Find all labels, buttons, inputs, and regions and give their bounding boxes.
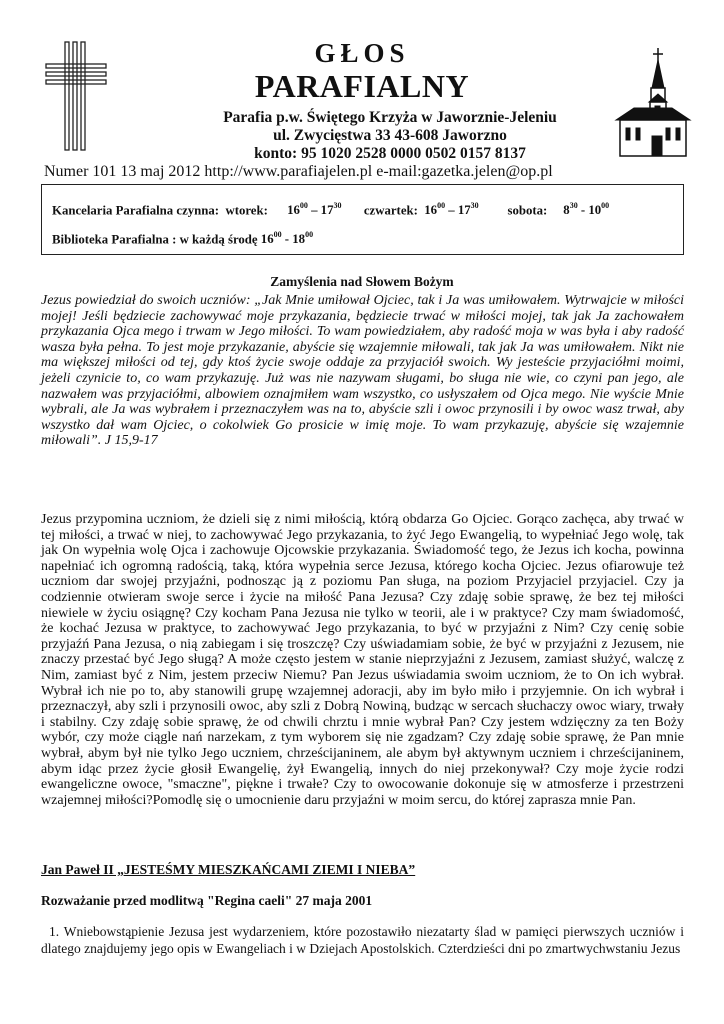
bank-account: konto: 95 1020 2528 0000 0502 0157 8137 (254, 145, 526, 162)
office-label: Kancelaria Parafialna czynna: (52, 203, 220, 218)
tuesday-label: wtorek: (225, 203, 268, 218)
library-hours: $16^{00} - 18^{00}$ (260, 230, 314, 247)
reflection-title: Zamyślenia nad Słowem Bożym (270, 274, 454, 289)
thursday-hours: $16^{00} - 17^{30}$ (424, 201, 479, 218)
reflection-body: Jezus przypomina uczniom, że dzieli się z nimi miłością, którą obdarza Go Ojciec. Gorąco zachęca, aby trwać w tej miłości, a trwać w niej, to zachowywać Jego przykazania, to żyć Jego Ewangelią, to wypełniać Jego wolę, tak jak On wypełnia wolę Ojca i zachowuje Ojcowskie przykazania. Świadomość tego, że Jezus ich kocha, powinna napełniać ich ogromną radością, taką, która wypełnia serce Jezusa, którego kocha Ojciec. Jezus ofiarowuje też uczniom dar swojej przyjaźni, podnosząc ją z poziomu Pan sługa, na poziom Przyjaciel przyjaciel. Czy ja codziennie otwieram swoje serce i życie na miłość Pana Jezusa? Czy zdaję sobie sprawę, że bez tej miłości niewiele w życiu osiągnę? Czy kocham Pana Jezusa nie tylko w teorii, ale i w praktyce? Czy mam świadomość, że kochać Jezusa w praktyce, to zachowywać Jego przykazania, to być w przyjaźni z Nim? Czy cenię sobie przyjaźń Pana Jezusa, o nią zabiegam i się troszczę? Czy uświadamiam sobie, że być w przyjaźni z Jezusem, nie znaczy przestać być Jego sługą? A może często jestem w stanie nieprzyjaźni z Jezusem, zamiast służyć, walczę z Nim, zamiast być z Nim, jestem przeciw Niemu? Pan Jezus uświadamia swoim uczniom, że to On ich wybrał. Wybrał ich nie po to, aby stanowili grupę wzajemnej adoracji, aby im było miło i przyjemnie. On ich wybrał i przeznaczył, aby szli i przynosili owoc, aby szli z Dobrą Nowiną, budząc w sercach słuchaczy owoc wiary, trwały i stabilny. Czy zdaję sobie sprawę, że od chwili chrztu i mnie wybrał Pan? Czy jestem wdzięczny za ten Boży wybór, czy może ciągle nań narzekam, z tym wyborem się nie zgadzam? Czy zdaję sobie sprawę, że Pan mnie wybrał, abym był nie tylko Jego uczniem, chrześcijaninem, ale abym był aktywnym uczniem i chrześcijaninem, abym idąc przez życie głosił Ewangelię, żył Ewangelią, innych do niej przekonywał? Czy moje życie rodzi ewangeliczne owoce, "smaczne", piękne i trwałe? Czy to owocowanie dokonuje się w atmosferze i przestrzeni wzajemnej miłości?Pomodlę się o umocnienie daru przyjaźni w moim sercu, do której zaprasza mnie Pan. (41, 512, 684, 808)
library-hours-row (52, 231, 313, 247)
tuesday-hours: $16^{00} - 17^{30}$ (287, 201, 342, 218)
parish-address: ul. Zwycięstwa 33 43-608 Jaworzno (273, 127, 507, 144)
office-hours-box (41, 184, 684, 255)
title-line-2: PARAFIALNY (254, 68, 470, 104)
issue-line: Numer 101 13 maj 2012 http://www.parafiajelen.pl e-mail:gazetka.jelen@op.pl (44, 163, 553, 180)
title-line-1: GŁOS (314, 38, 410, 68)
thursday-label: czwartek: (363, 203, 418, 218)
article-subheading: Rozważanie przed modlitwą "Regina caeli" 27 maja 2001 (41, 893, 373, 908)
gospel-quote: Jezus powiedział do swoich uczniów: „Jak Mnie umiłował Ojciec, tak i Ja was umiłowałem. Wytrwajcie w miłości mojej! Jeśli będziecie zachowywać moje przykazania, będziecie trwać w miłości mojej, tak jak Ja zachowałem przykazania Ojca mego i trwam w Jego miłości. To wam powiedziałem, aby radość moja w was była i aby radość wasza była pełna. To jest moje przykazanie, abyście się wzajemnie miłowali, tak jak Ja was umiłowałem. Nikt nie ma większej miłości od tej, gdy ktoś życie swoje oddaje za przyjaciół swoich. Wy jesteście przyjaciółmi moimi, jeżeli czynicie to, co wam przykazuję. Już was nie nazywam sługami, bo sługa nie wie, co czyni pan jego, ale nazwałem was przyjaciółmi, albowiem oznajmiłem wam wszystko, co usłyszałem od Ojca mego. Nie wyście Mnie wybrali, ale Ja was wybrałem i przeznaczyłem was na to, abyście szli i owoc przynosili i by owoc wasz trwał, aby wszystko dał wam Ojciec, o cokolwiek Go prosicie w imię moje. To wam przykazuję, abyście się wzajemnie miłowali”. J 15,9-17 (41, 293, 684, 449)
article-paragraph: 1. Wniebowstąpienie Jezusa jest wydarzeniem, które pozostawiło niezatarty ślad w pamięci pierwszych uczniów i dlatego znajdujemy jego opis w Ewangeliach i w Dziejach Apostolskich. Czterdzieści dni po zmartwychwstaniu Jezus (41, 924, 684, 956)
article-heading: Jan Paweł II „JESTEŚMY MIESZKAŃCAMI ZIEMI I NIEBA” (41, 862, 416, 877)
saturday-hours: $8^{30} - 10^{00}$ (563, 201, 610, 218)
parish-name: Parafia p.w. Świętego Krzyża w Jaworznie-Jeleniu (223, 109, 557, 126)
saturday-label: sobota: (507, 203, 548, 218)
office-hours-row (52, 202, 609, 218)
library-label: Biblioteka Parafialna : w każdą środę (52, 232, 258, 247)
